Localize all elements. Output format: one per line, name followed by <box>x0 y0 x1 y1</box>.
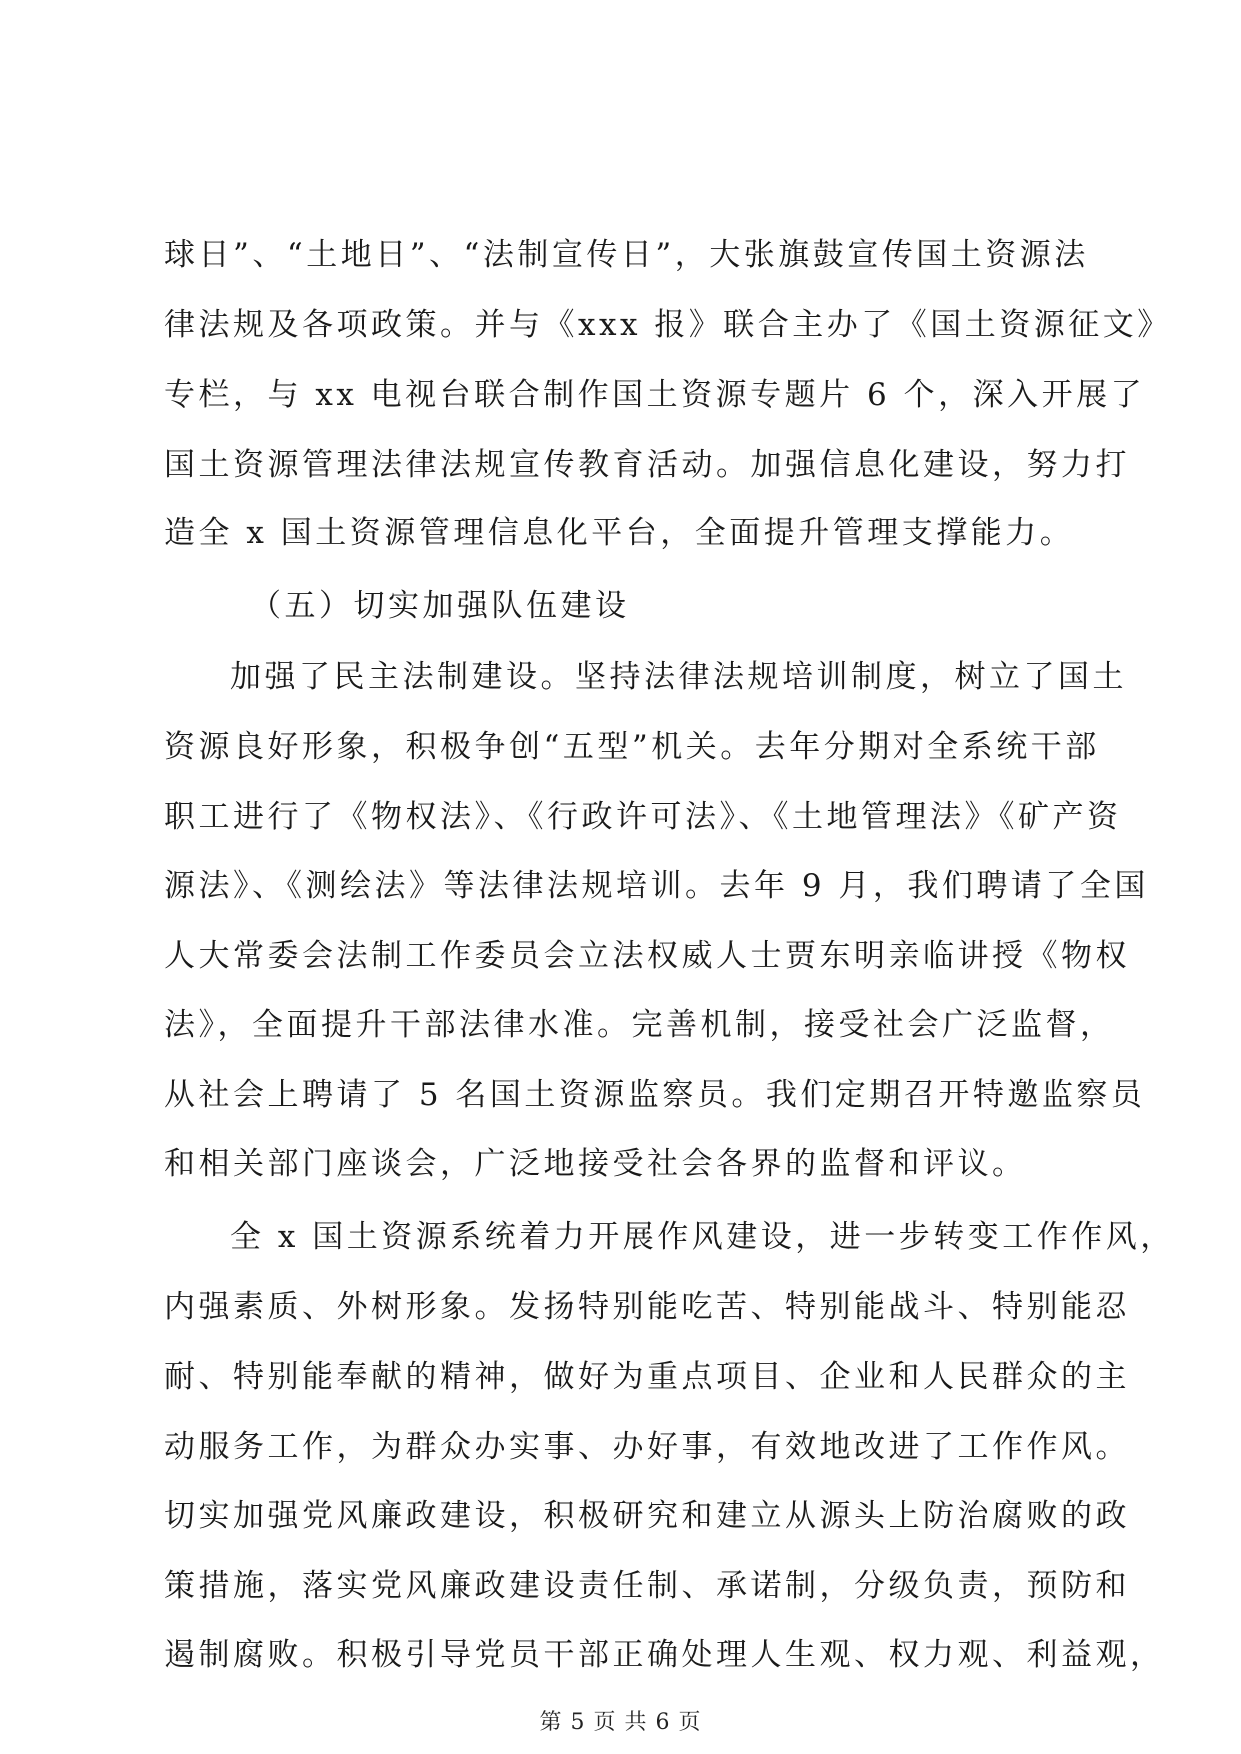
paragraph-3-line-7: 遏制腐败。积极引导党员干部正确处理人生观、权力观、利益观， <box>164 1637 1165 1673</box>
paragraph-1-line-2: 律法规及各项政策。并与《xxx 报》联合主办了《国土资源征文》 <box>164 307 1172 343</box>
paragraph-3-line-6: 策措施，落实党风廉政建设责任制、承诺制，分级负责，预防和 <box>164 1568 1130 1604</box>
paragraph-2-line-1: 加强了民主法制建设。坚持法律法规培训制度，树立了国土 <box>230 659 1127 695</box>
page-number-footer: 第 5 页 共 6 页 <box>539 1710 702 1735</box>
paragraph-2-line-6: 法》，全面提升干部法律水准。完善机制，接受社会广泛监督， <box>164 1007 1115 1043</box>
paragraph-2-line-5: 人大常委会法制工作委员会立法权威人士贾东明亲临讲授《物权 <box>164 938 1130 974</box>
paragraph-3-line-3: 耐、特别能奉献的精神，做好为重点项目、企业和人民群众的主 <box>164 1359 1130 1395</box>
paragraph-1-line-1: 球日”、“土地日”、“法制宣传日”，大张旗鼓宣传国土资源法 <box>164 237 1089 273</box>
paragraph-2-line-3: 职工进行了《物权法》、《行政许可法》、《土地管理法》《矿产资 <box>164 799 1122 835</box>
paragraph-3-line-4: 动服务工作，为群众办实事、办好事，有效地改进了工作作风。 <box>164 1429 1130 1465</box>
paragraph-2-line-8: 和相关部门座谈会，广泛地接受社会各界的监督和评议。 <box>164 1146 1027 1182</box>
paragraph-2-line-7: 从社会上聘请了 5 名国土资源监察员。我们定期召开特邀监察员 <box>164 1077 1146 1113</box>
paragraph-2-line-4: 源法》、《测绘法》等法律法规培训。去年 9 月，我们聘请了全国 <box>164 868 1149 904</box>
paragraph-1-line-4: 国土资源管理法律法规宣传教育活动。加强信息化建设，努力打 <box>164 447 1130 483</box>
paragraph-1-line-3: 专栏，与 xx 电视台联合制作国土资源专题片 6 个，深入开展了 <box>164 377 1146 413</box>
paragraph-1-line-5: 造全 x 国土资源管理信息化平台，全面提升管理支撑能力。 <box>164 515 1075 551</box>
paragraph-2-line-2: 资源良好形象，积极争创“五型”机关。去年分期对全系统干部 <box>164 729 1100 765</box>
paragraph-3-line-2: 内强素质、外树形象。发扬特别能吃苦、特别能战斗、特别能忍 <box>164 1289 1130 1325</box>
paragraph-3-line-5: 切实加强党风廉政建设，积极研究和建立从源头上防治腐败的政 <box>164 1498 1130 1534</box>
section-heading: （五）切实加强队伍建设 <box>250 588 630 624</box>
paragraph-3-line-1: 全 x 国土资源系统着力开展作风建设，进一步转变工作作风， <box>230 1219 1175 1255</box>
